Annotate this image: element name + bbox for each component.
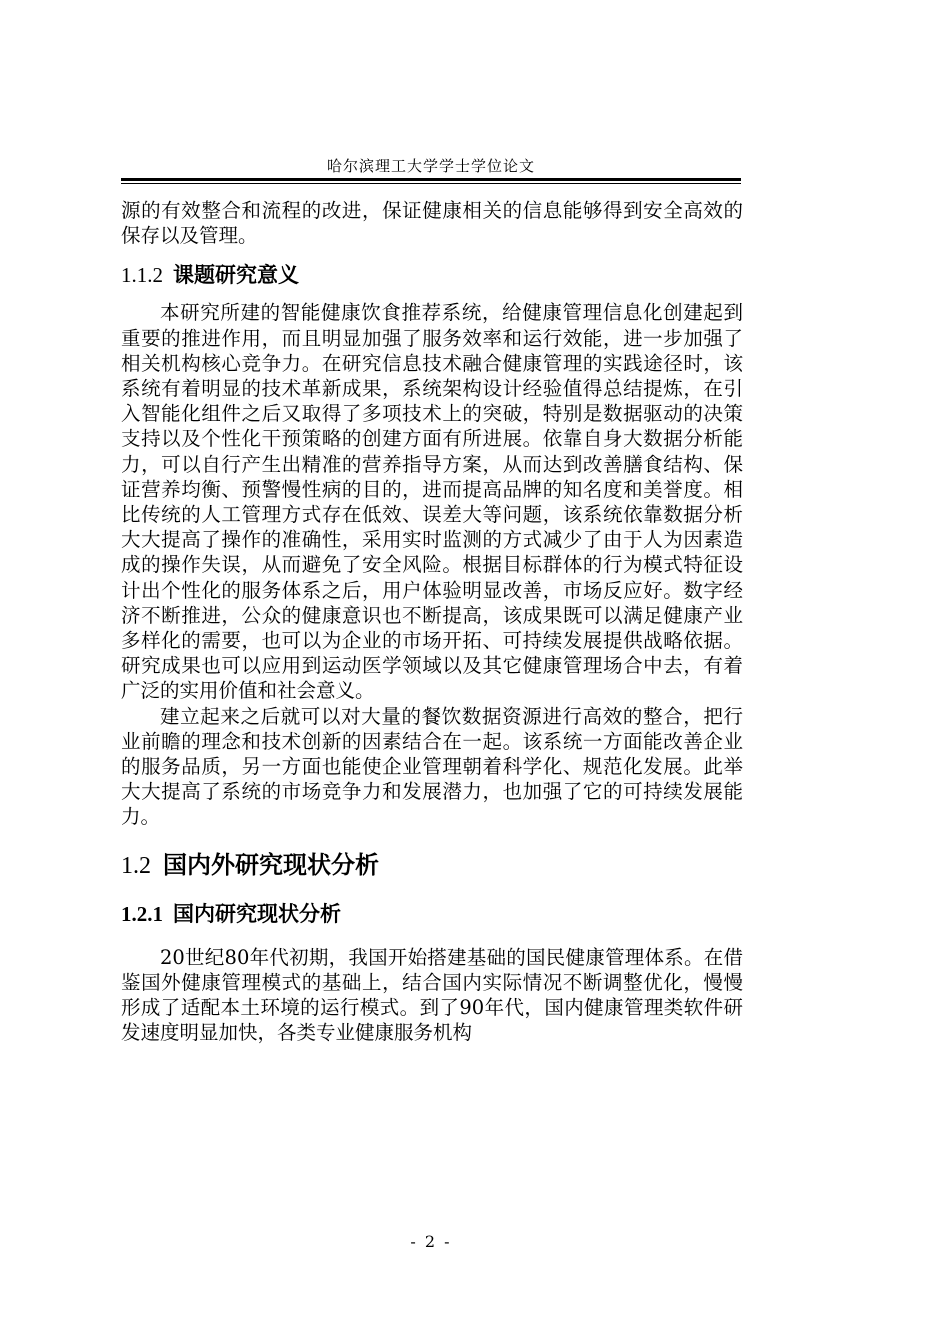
page-content: [121, 198, 743, 1045]
running-header: 哈尔滨理工大学学士学位论文: [326, 157, 535, 175]
section-number: 1.2.1: [121, 901, 163, 926]
header-rule-thick: [121, 178, 741, 181]
section-heading-1-1-2: [121, 260, 743, 290]
paragraph-significance-2: 建立起来之后就可以对大量的餐饮数据资源进行高效的整合，把行业前瞻的理念和技术创新的因素结合在一起。该系统一方面能改善企业的服务品质，另一方面也能使企业管理朝着科学化、规范化发展。此举大大提高了系统的市场竞争力和发展潜力，也加强了它的可持续发展能力。: [121, 704, 743, 829]
section-number: 1.2: [121, 852, 151, 879]
paragraph-domestic: 20世纪80年代初期，我国开始搭建基础的国民健康管理体系。在借鉴国外健康管理模式的基础上，结合国内实际情况不断调整优化，慢慢形成了适配本土环境的运行模式。到了90年代，国内健康管理类软件研发速度明显加快，各类专业健康服务机构: [121, 945, 743, 1045]
header-rule-thin: [121, 183, 741, 184]
paragraph-continued: 源的有效整合和流程的改进，保证健康相关的信息能够得到安全高效的保存以及管理。: [121, 199, 743, 248]
paragraph-significance-1: 本研究所建的智能健康饮食推荐系统，给健康管理信息化创建起到重要的推进作用，而且明显加强了服务效率和运行效能，进一步加强了相关机构核心竞争力。在研究信息技术融合健康管理的实践途径时，该系统有着明显的技术革新成果，系统架构设计经验值得总结提炼，在引入智能化组件之后又取得了多项技术上的突破，特别是数据驱动的决策支持以及个性化干预策略的创建方面有所进展。依靠自身大数据分析能力，可以自行产生出精准的营养指导方案，从而达到改善膳食结构、保证营养均衡、预警慢性病的目的，进而提高品牌的知名度和美誉度。相比传统的人工管理方式存在低效、误差大等问题，该系统依靠数据分析大大提高了操作的准确性，采用实时监测的方式减少了由于人为因素造成的操作失误，从而避免了安全风险。根据目标群体的行为模式特征设计出个性化的服务体系之后，用户体验明显改善，市场反应好。数字经济不断推进，公众的健康意识也不断提高，该成果既可以满足健康产业多样化的需要，也可以为企业的市场开拓、可持续发展提供战略依据。研究成果也可以应用到运动医学领域以及其它健康管理场合中去，有着广泛的实用价值和社会意义。: [121, 301, 743, 703]
section-heading-1-2: [121, 848, 743, 883]
section-title: 课题研究意义: [173, 263, 299, 288]
section-heading-1-2-1: [121, 899, 743, 929]
section-title: 国内外研究现状分析: [163, 850, 379, 879]
section-title: 国内研究现状分析: [173, 901, 341, 926]
page-number: - 2 -: [410, 1232, 452, 1251]
section-number: 1.1.2: [121, 263, 163, 288]
